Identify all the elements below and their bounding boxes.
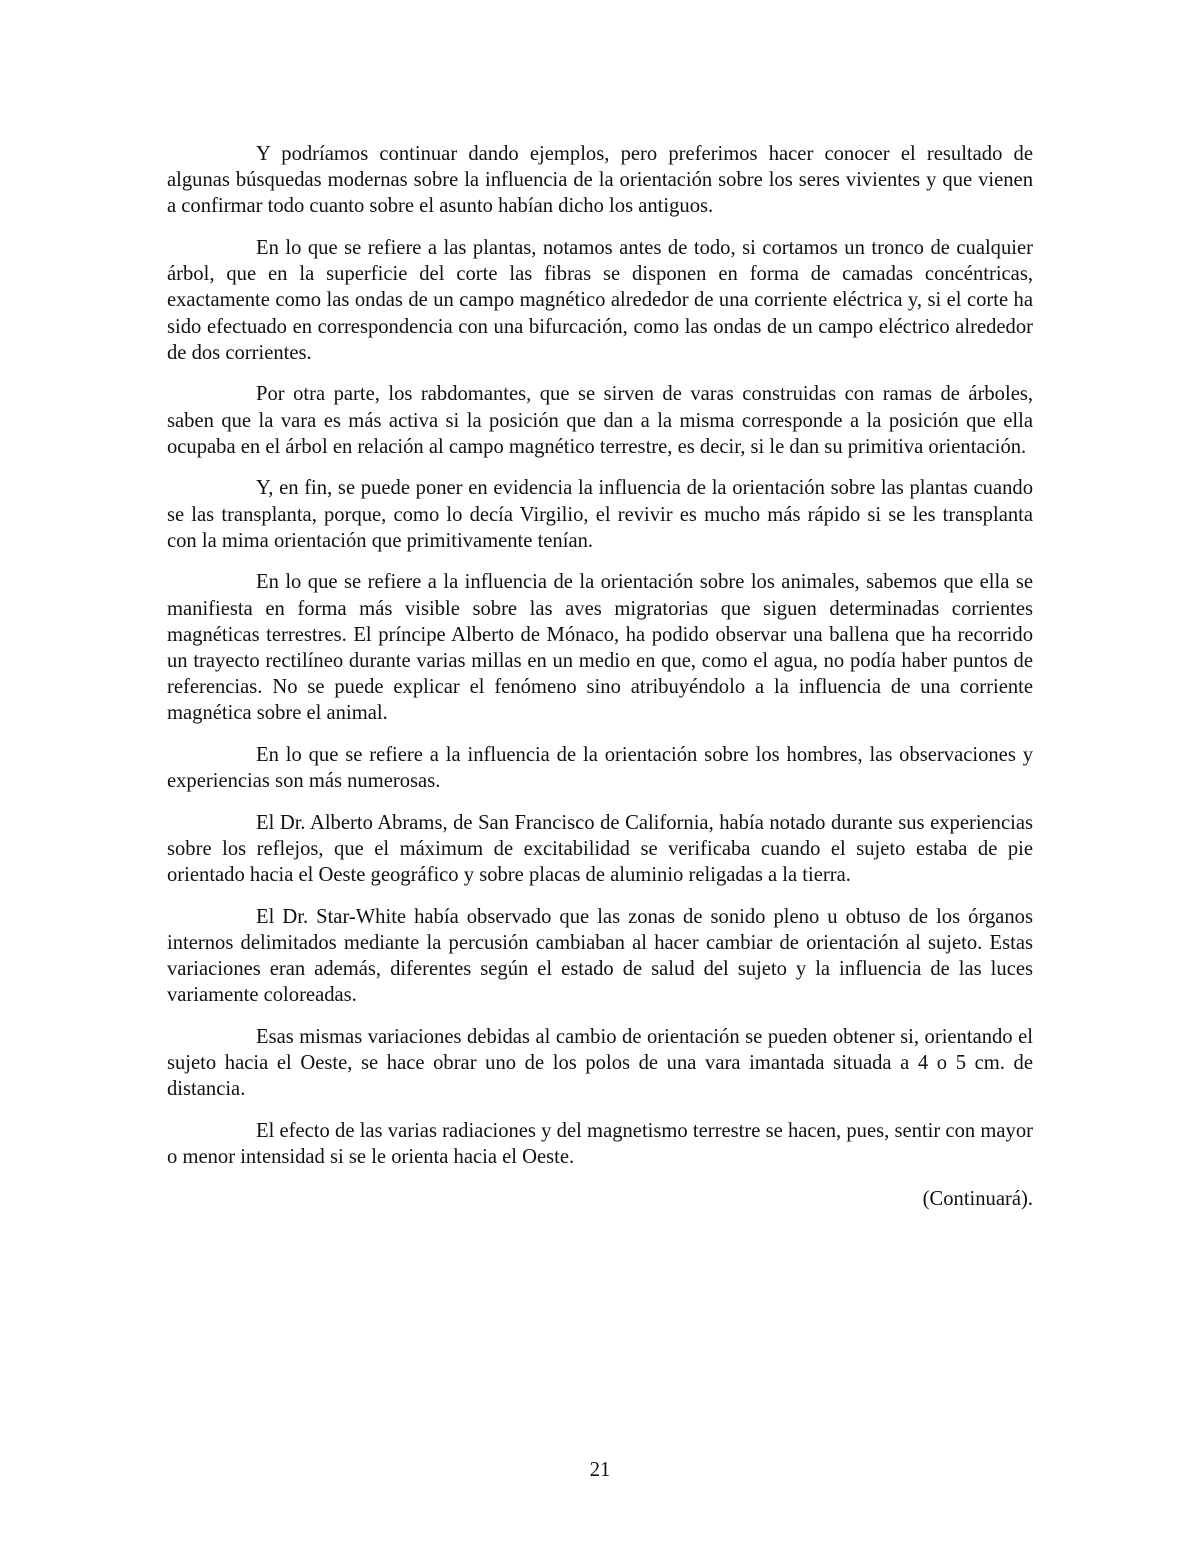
paragraph-6: En lo que se refiere a la influencia de la orientación sobre los hombres, las observaciones y experiencias son más numerosas.: [167, 744, 1033, 793]
paragraph-8: El Dr. Star-White había observado que las zonas de sonido pleno u obtuso de los órganos internos delimitados mediante la percusión cambiaban al hacer cambiar de orientación al sujeto. Estas variaciones eran además, diferentes según el estado de salud del sujeto y la influencia de las luces variamente coloreadas.: [167, 905, 1033, 1007]
paragraph-5: En lo que se refiere a la influencia de la orientación sobre los animales, sabemos que ella se manifiesta en forma más visible sobre las aves migratorias que siguen determinadas corrientes magnéticas terrestres. El príncipe Alberto de Mónaco, ha podido observar una ballena que ha recorrido un trayecto rectilíneo durante varias millas en un medio en que, como el agua, no podía haber puntos de referencias. No se puede explicar el fenómeno sino atribuyéndolo a la influencia de una corriente magnética sobre el animal.: [167, 571, 1033, 725]
paragraph-2: En lo que se refiere a las plantas, notamos antes de todo, si cortamos un tronco de cualquier árbol, que en la superficie del corte las fibras se disponen en forma de camadas concéntricas, exactamente como las ondas de un campo magnético alrededor de una corriente eléctrica y, si el corte ha sido efectuado en correspondencia con una bifurcación, como las ondas de un campo eléctrico alrededor de dos corrientes.: [167, 237, 1033, 364]
page-number: 21: [589, 1459, 611, 1481]
paragraph-3: Por otra parte, los rabdomantes, que se sirven de varas construidas con ramas de árboles, saben que la vara es más activa si la posición que dan a la misma corresponde a la posición que ella ocupaba en el árbol en relación al campo magnético terrestre, es decir, si le dan su primitiva orientación.: [167, 383, 1033, 458]
paragraph-4: Y, en fin, se puede poner en evidencia la influencia de la orientación sobre las plantas cuando se las transplanta, porque, como lo decía Virgilio, el revivir es mucho más rápido si se les transplanta con la mima orientación que primitivamente tenían.: [167, 477, 1033, 552]
paragraph-9: Esas mismas variaciones debidas al cambio de orientación se pueden obtener si, orientando el sujeto hacia el Oeste, se hace obrar uno de los polos de una vara imantada situada a 4 o 5 cm. de distancia.: [167, 1026, 1033, 1101]
paragraph-10: El efecto de las varias radiaciones y del magnetismo terrestre se hacen, pues, sentir con mayor o menor intensidad si se le orienta hacia el Oeste.: [167, 1120, 1033, 1169]
paragraph-7: El Dr. Alberto Abrams, de San Francisco de California, había notado durante sus experiencias sobre los reflejos, que el máximum de excitabilidad se verificaba cuando el sujeto estaba de pie orientado hacia el Oeste geográfico y sobre placas de aluminio religadas a la tierra.: [167, 811, 1033, 887]
paragraph-1: Y podríamos continuar dando ejemplos, pero preferimos hacer conocer el resultado de algunas búsquedas modernas sobre la influencia de la orientación sobre los seres vivientes y que vienen a confirmar todo cuanto sobre el asunto habían dicho los antiguos.: [167, 143, 1033, 218]
page-body: [167, 141, 1033, 1212]
continued-label: (Continuará).: [922, 1187, 1033, 1210]
